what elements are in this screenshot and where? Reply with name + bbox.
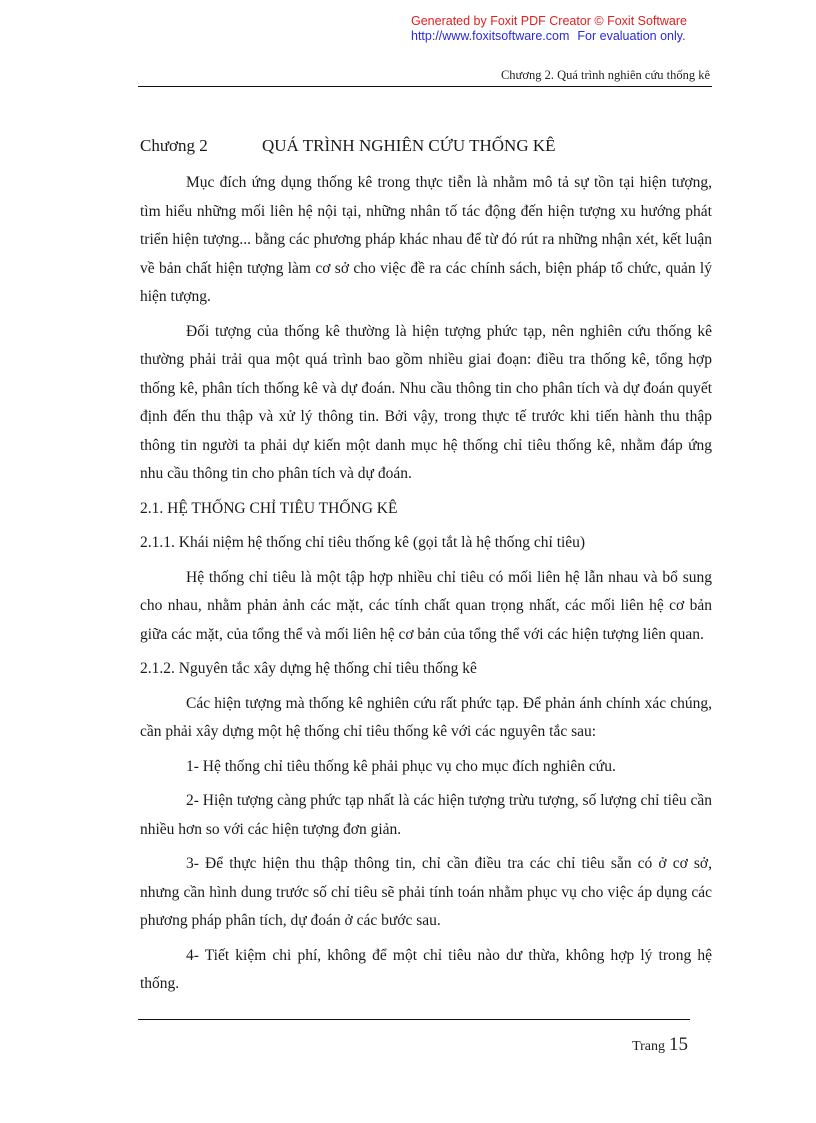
- paragraph-concept: Hệ thống chỉ tiêu là một tập hợp nhiều chỉ tiêu có mối liên hệ lẫn nhau và bổ sung cho nhau, nhằm phản ảnh các mặt, các tính chất quan trọng nhất, các mối liên hệ cơ bản giữa các mặt, của tổng thể và mối liên hệ cơ bản của tổng thể với các hiện tượng liên quan.: [140, 568, 712, 643]
- section-heading-2-1-2: 2.1.2. Nguyên tắc xây dựng hệ thống chỉ tiêu thống kê: [140, 660, 477, 677]
- page-label: Trang: [632, 1039, 665, 1054]
- list-item-4: 4- Tiết kiệm chi phí, không để một chỉ tiêu nào dư thừa, không hợp lý trong hệ thống.: [140, 946, 712, 992]
- foxit-watermark: [411, 14, 711, 44]
- list-item-2: 2- Hiện tượng càng phức tạp nhất là các hiện tượng trừu tượng, số lượng chỉ tiêu cần nhiều hơn so với các hiện tượng đơn giản.: [140, 792, 712, 838]
- watermark-line1: Generated by Foxit PDF Creator © Foxit Software: [411, 14, 687, 28]
- paragraph-intro: Mục đích ứng dụng thống kê trong thực tiễn là nhằm mô tả sự tồn tại hiện tượng, tìm hiểu những mối liên hệ nội tại, những nhân tố tác động đến hiện tượng xu hướng phát triển hiện tượng... bằng các phương pháp khác nhau để từ đó rút ra những nhận xét, kết luận về bản chất hiện tượng làm cơ sở cho việc đề ra các chính sách, biện pháp tổ chức, quản lý hiện tượng.: [140, 174, 712, 305]
- list-item-1: 1- Hệ thống chỉ tiêu thống kê phải phục vụ cho mục đích nghiên cứu.: [186, 757, 616, 775]
- page-number: [632, 1034, 688, 1056]
- chapter-number: Chương 2: [140, 136, 208, 155]
- paragraph-object: Đối tượng của thống kê thường là hiện tượng phức tạp, nên nghiên cứu thống kê thường phải trải qua một quá trình bao gồm nhiều giai đoạn: điều tra thống kê, tổng hợp thống kê, phân tích thống kê và dự đoán. Nhu cầu thông tin cho phân tích và dự đoán quyết định đến thu thập và xử lý thông tin. Bởi vậy, trong thực tế trước khi tiến hành thu thập thông tin người ta phải dự kiến một danh mục hệ thống chỉ tiêu thống kê, nhằm đáp ứng nhu cầu thông tin cho phân tích và dự đoán.: [140, 322, 712, 482]
- chapter-heading: [140, 133, 712, 159]
- page-number-value: 15: [669, 1034, 688, 1055]
- footer-divider: [138, 1019, 690, 1020]
- page-content: [140, 133, 712, 1005]
- watermark-line2: [411, 29, 711, 44]
- watermark-url[interactable]: http://www.foxitsoftware.com: [411, 29, 570, 43]
- list-item-3: 3- Để thực hiện thu thập thông tin, chỉ cần điều tra các chỉ tiêu sẵn có ở cơ sở, nhưng cần hình dung trước số chỉ tiêu sẽ phải tính toán nhằm phục vụ cho việc áp dụng các phương pháp phân tích, dự đoán ở các bước sau.: [140, 855, 712, 929]
- section-heading-2-1: 2.1. HỆ THỐNG CHỈ TIÊU THỐNG KÊ: [140, 499, 398, 517]
- paragraph-principles: Các hiện tượng mà thống kê nghiên cứu rất phức tạp. Để phản ánh chính xác chúng, cần phải xây dựng một hệ thống chỉ tiêu thống kê với các nguyên tắc sau:: [140, 694, 712, 740]
- section-heading-2-1-1: 2.1.1. Khái niệm hệ thống chỉ tiêu thống kê (gọi tắt là hệ thống chỉ tiêu): [140, 534, 586, 551]
- header-divider: [138, 86, 712, 87]
- watermark-eval: For evaluation only.: [577, 29, 686, 43]
- chapter-title: QUÁ TRÌNH NGHIÊN CỨU THỐNG KÊ: [262, 136, 556, 155]
- running-header: Chương 2. Quá trình nghiên cứu thống kê: [500, 68, 710, 82]
